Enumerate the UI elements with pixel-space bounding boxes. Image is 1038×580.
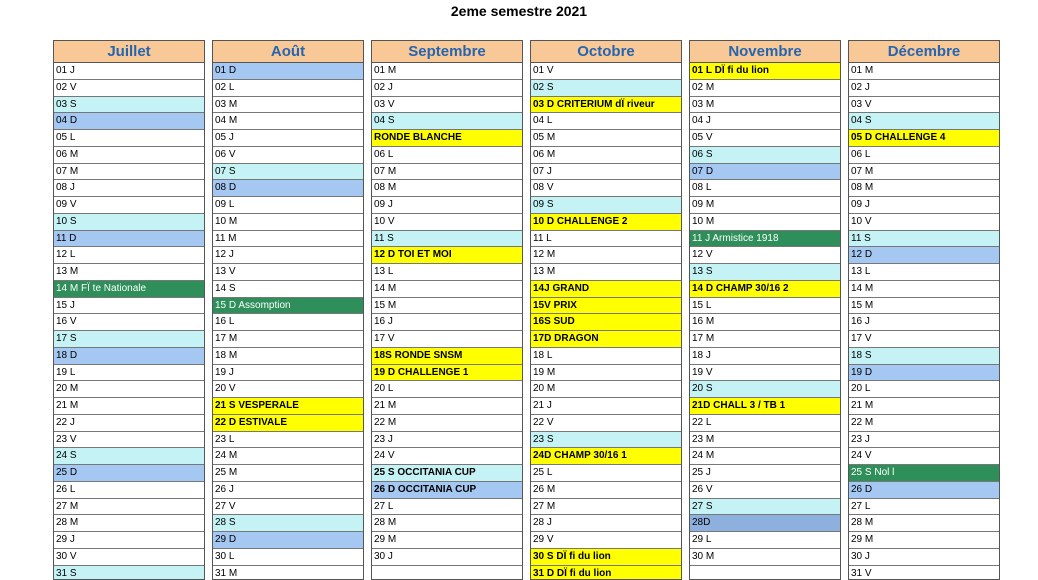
day-cell: 26 J	[213, 482, 363, 499]
day-cell: 30 M	[690, 549, 840, 566]
day-cell: 29 J	[54, 532, 204, 549]
day-cell: 20 V	[213, 381, 363, 398]
day-cell: 09 L	[213, 197, 363, 214]
day-cell: 29 M	[372, 532, 522, 549]
day-cell: 24 V	[849, 448, 999, 465]
day-cell: 04 D	[54, 113, 204, 130]
day-cell: 23 L	[213, 432, 363, 449]
day-cell: 19 V	[690, 365, 840, 382]
day-cell: 04 S	[849, 113, 999, 130]
day-cell: 13 M	[54, 264, 204, 281]
day-cell: 07 J	[531, 164, 681, 181]
day-cell: 07 S	[213, 164, 363, 181]
day-cell: 21 M	[54, 398, 204, 415]
day-cell: 15 M	[372, 298, 522, 315]
day-cell: 14 S	[213, 281, 363, 298]
day-cell: 16 J	[849, 314, 999, 331]
day-cell: 18 D	[54, 348, 204, 365]
day-cell: 27 S	[690, 499, 840, 516]
day-cell: 24 M	[213, 448, 363, 465]
day-cell: 18S RONDE SNSM	[372, 348, 522, 365]
day-cell: 03 S	[54, 97, 204, 114]
day-cell: 14 M FÏ te Nationale	[54, 281, 204, 298]
day-cell: 02 M	[690, 80, 840, 97]
day-cell: 23 M	[690, 432, 840, 449]
day-cell: 07 M	[54, 164, 204, 181]
day-cell: 31 S	[54, 566, 204, 580]
day-cell: 20 L	[849, 381, 999, 398]
day-cell: 02 J	[372, 80, 522, 97]
day-cell: 15 L	[690, 298, 840, 315]
day-cell: 02 V	[54, 80, 204, 97]
day-cell: 16 J	[372, 314, 522, 331]
day-cell: 25 S Nol l	[849, 465, 999, 482]
day-cell: 08 D	[213, 180, 363, 197]
day-cell: 30 J	[372, 549, 522, 566]
day-cell: 22 M	[372, 415, 522, 432]
day-cell: 29 V	[531, 532, 681, 549]
day-cell: 09 M	[690, 197, 840, 214]
day-cell: 14 D CHAMP 30/16 2	[690, 281, 840, 298]
day-cell: 26 M	[531, 482, 681, 499]
day-cell: 29 D	[213, 532, 363, 549]
day-cell: 18 M	[213, 348, 363, 365]
day-cell: 12 J	[213, 247, 363, 264]
day-cell: 22 V	[531, 415, 681, 432]
day-cell: 15 J	[54, 298, 204, 315]
day-cell: 30 L	[213, 549, 363, 566]
day-cell: 08 J	[54, 180, 204, 197]
day-cell: 30 S DÏ fi du lion	[531, 549, 681, 566]
day-cell: 24 M	[690, 448, 840, 465]
day-cell: 12 L	[54, 247, 204, 264]
month-column-0	[53, 40, 205, 580]
day-cell: 22 L	[690, 415, 840, 432]
day-cell: 21 S VESPERALE	[213, 398, 363, 415]
day-cell: 29 M	[849, 532, 999, 549]
day-cell: 20 L	[372, 381, 522, 398]
month-header: Novembre	[690, 41, 840, 63]
day-cell: 04 S	[372, 113, 522, 130]
day-cell: 21 J	[531, 398, 681, 415]
day-cell: 26 V	[690, 482, 840, 499]
day-cell: 19 M	[531, 365, 681, 382]
day-cell: 23 J	[372, 432, 522, 449]
day-cell: 11 S	[849, 231, 999, 248]
day-cell: 25 J	[690, 465, 840, 482]
day-cell: 13 V	[213, 264, 363, 281]
day-cell: 03 D CRITERIUM dÏ riveur	[531, 97, 681, 114]
day-cell: 17 S	[54, 331, 204, 348]
day-cell: 06 L	[372, 147, 522, 164]
day-cell: 27 L	[372, 499, 522, 516]
day-cell: 12 D	[849, 247, 999, 264]
day-cell: 21 M	[372, 398, 522, 415]
day-cell: 25 M	[213, 465, 363, 482]
month-column-4	[689, 40, 841, 580]
day-cell: 16S SUD	[531, 314, 681, 331]
day-cell: 08 L	[690, 180, 840, 197]
day-cell: 19 J	[213, 365, 363, 382]
month-header: Juillet	[54, 41, 204, 63]
month-column-2	[371, 40, 523, 580]
day-cell: 04 J	[690, 113, 840, 130]
day-cell: 02 S	[531, 80, 681, 97]
day-cell: 18 L	[531, 348, 681, 365]
day-cell: 13 M	[531, 264, 681, 281]
day-cell: 23 S	[531, 432, 681, 449]
day-cell: 03 V	[372, 97, 522, 114]
day-cell: 05 M	[531, 130, 681, 147]
day-cell: 11 D	[54, 231, 204, 248]
day-cell: 05 D CHALLENGE 4	[849, 130, 999, 147]
day-cell: 22 J	[54, 415, 204, 432]
day-cell: 03 V	[849, 97, 999, 114]
day-cell: 23 V	[54, 432, 204, 449]
day-cell: 08 M	[372, 180, 522, 197]
day-cell: 18 S	[849, 348, 999, 365]
day-cell: 13 S	[690, 264, 840, 281]
day-cell: 09 S	[531, 197, 681, 214]
day-cell: 03 M	[213, 97, 363, 114]
day-cell: 11 S	[372, 231, 522, 248]
day-cell: 10 V	[849, 214, 999, 231]
day-cell: 28D	[690, 515, 840, 532]
day-cell: 26 D OCCITANIA CUP	[372, 482, 522, 499]
day-cell: 31 V	[849, 566, 999, 580]
month-column-5	[848, 40, 1000, 580]
day-cell: 16 L	[213, 314, 363, 331]
day-cell: 31 D DÏ fi du lion	[531, 566, 681, 580]
day-cell: 21 M	[849, 398, 999, 415]
day-cell: 06 L	[849, 147, 999, 164]
month-header: Août	[213, 41, 363, 63]
day-cell: 02 L	[213, 80, 363, 97]
day-cell: 20 M	[531, 381, 681, 398]
day-cell: 26 L	[54, 482, 204, 499]
day-cell: 10 M	[690, 214, 840, 231]
month-header: Décembre	[849, 41, 999, 63]
day-cell: 14 M	[849, 281, 999, 298]
day-cell: 06 S	[690, 147, 840, 164]
day-cell: 15 M	[849, 298, 999, 315]
day-cell: 16 M	[690, 314, 840, 331]
day-cell: 14J GRAND	[531, 281, 681, 298]
day-cell: 28 J	[531, 515, 681, 532]
day-cell: 24 V	[372, 448, 522, 465]
day-cell: 29 L	[690, 532, 840, 549]
day-cell: 15 D Assomption	[213, 298, 363, 315]
day-cell: 24 S	[54, 448, 204, 465]
day-cell: 07 M	[372, 164, 522, 181]
day-cell: 04 M	[213, 113, 363, 130]
day-cell: 27 V	[213, 499, 363, 516]
day-cell: 05 V	[690, 130, 840, 147]
day-cell: 04 L	[531, 113, 681, 130]
day-cell: 01 J	[54, 63, 204, 80]
day-cell: 08 M	[849, 180, 999, 197]
day-cell: 17 M	[690, 331, 840, 348]
day-cell: 05 L	[54, 130, 204, 147]
day-cell: 28 M	[372, 515, 522, 532]
day-cell: 03 M	[690, 97, 840, 114]
month-column-3	[530, 40, 682, 580]
day-cell: 24D CHAMP 30/16 1	[531, 448, 681, 465]
day-cell: 25 D	[54, 465, 204, 482]
day-cell: 28 S	[213, 515, 363, 532]
day-cell: 11 J Armistice 1918	[690, 231, 840, 248]
day-cell: 10 S	[54, 214, 204, 231]
day-cell: 30 J	[849, 549, 999, 566]
day-cell: 20 M	[54, 381, 204, 398]
day-cell: 10 M	[213, 214, 363, 231]
day-cell: 12 V	[690, 247, 840, 264]
day-cell: 12 M	[531, 247, 681, 264]
day-cell: 19 D	[849, 365, 999, 382]
day-cell: 17D DRAGON	[531, 331, 681, 348]
day-cell: 12 D TOI ET MOI	[372, 247, 522, 264]
day-cell: 11 L	[531, 231, 681, 248]
day-cell: 28 M	[54, 515, 204, 532]
day-cell: 10 D CHALLENGE 2	[531, 214, 681, 231]
day-cell: 13 L	[849, 264, 999, 281]
day-cell: 01 D	[213, 63, 363, 80]
day-cell: 01 V	[531, 63, 681, 80]
day-cell: 05 J	[213, 130, 363, 147]
page-title: 2eme semestre 2021	[0, 3, 1038, 19]
month-header: Octobre	[531, 41, 681, 63]
day-cell: 31 M	[213, 566, 363, 580]
day-cell: 27 L	[849, 499, 999, 516]
day-cell: 22 D ESTIVALE	[213, 415, 363, 432]
day-cell: 16 V	[54, 314, 204, 331]
day-cell: 26 D	[849, 482, 999, 499]
day-cell: 01 M	[372, 63, 522, 80]
day-cell: 14 M	[372, 281, 522, 298]
day-cell: 27 M	[54, 499, 204, 516]
day-cell: 30 V	[54, 549, 204, 566]
day-cell: 09 J	[849, 197, 999, 214]
day-cell: 06 V	[213, 147, 363, 164]
day-cell: 01 M	[849, 63, 999, 80]
day-cell: 20 S	[690, 381, 840, 398]
day-cell: 06 M	[54, 147, 204, 164]
day-cell: 09 J	[372, 197, 522, 214]
day-cell: 10 V	[372, 214, 522, 231]
day-cell: 17 M	[213, 331, 363, 348]
day-cell: 19 L	[54, 365, 204, 382]
day-cell: 06 M	[531, 147, 681, 164]
day-cell: 17 V	[372, 331, 522, 348]
day-cell: 19 D CHALLENGE 1	[372, 365, 522, 382]
month-column-1	[212, 40, 364, 580]
day-cell: 23 J	[849, 432, 999, 449]
day-cell: 17 V	[849, 331, 999, 348]
day-cell: 09 V	[54, 197, 204, 214]
day-cell: 02 J	[849, 80, 999, 97]
day-cell: 15V PRIX	[531, 298, 681, 315]
day-cell: 18 J	[690, 348, 840, 365]
day-cell: 07 M	[849, 164, 999, 181]
day-cell: 01 L DÏ fi du lion	[690, 63, 840, 80]
day-cell: 25 S OCCITANIA CUP	[372, 465, 522, 482]
day-cell: 25 L	[531, 465, 681, 482]
day-cell: RONDE BLANCHE	[372, 130, 522, 147]
day-cell: 07 D	[690, 164, 840, 181]
day-cell: 28 M	[849, 515, 999, 532]
day-cell: 27 M	[531, 499, 681, 516]
day-cell: 08 V	[531, 180, 681, 197]
day-cell: 21D CHALL 3 / TB 1	[690, 398, 840, 415]
day-cell: 22 M	[849, 415, 999, 432]
day-cell: 11 M	[213, 231, 363, 248]
day-cell: 13 L	[372, 264, 522, 281]
month-header: Septembre	[372, 41, 522, 63]
